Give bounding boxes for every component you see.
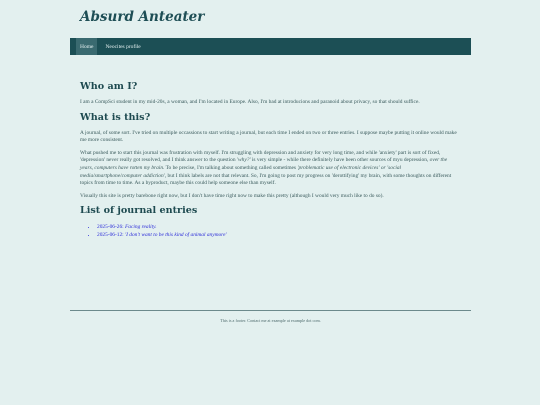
journal-entries-list <box>80 223 460 239</box>
nav-home-link[interactable]: Home <box>76 38 97 55</box>
list-item <box>97 231 460 239</box>
footer-text: This is a footer. Contact me at example at example dot com. <box>220 318 321 323</box>
list-item <box>97 223 460 231</box>
what-heading: What is this? <box>80 111 151 123</box>
what-paragraph-1: A journal, of some sort. I've tried on multiple occassions to start writing a journal, but each time I ended on two or three entries. I suppose maybe putting it online would make me more consistent. <box>80 129 457 144</box>
top-nav <box>70 38 471 55</box>
journal-entry-link[interactable]: 2025-06-26: Facing reality. <box>97 224 157 231</box>
site-title: Absurd Anteater <box>80 9 205 25</box>
who-text: I am a CompSci student in my mid-20s, a woman, and I'm located in Europe. Also, I'm bad at introducions and paranoid about privacy, so that should suffice. <box>80 99 420 105</box>
what-paragraph-2: What pushed me to start this journal was frustration with myself. I'm struggling with depression and anxiety for very long time, and while 'anxiety' part is sort of fixed, 'depression' never really got resolved, and I think answer to the question 'why?' is very simple - while there definitely have been other sources of myu depression, over the years, computers have rotten my brain. To be precise, I'm talking about something called sometimes 'problematic use of electronic devices' or 'social media/smartphone/computer addiction', but I think labels are not that relevant. So, I'm going to post my progress on 'derottifying' my brain, with some thoughts on different topics from time to time. As a byproduct, maybe this could help someone else than myself. <box>80 149 452 187</box>
who-heading: Who am I? <box>80 81 138 92</box>
journal-entry-link[interactable]: 2025-06-12: 'I don't want to be this kind of animal anymore' <box>97 232 227 239</box>
footer-divider <box>70 310 471 311</box>
what-paragraph-3: Visually this site is pretty barebone right now, but I don't have time right now to make this pretty (although I would very much like to do so). <box>80 192 384 199</box>
main-content <box>80 78 460 239</box>
entries-heading: List of journal entries <box>80 205 198 217</box>
nav-neocities-profile-link[interactable]: Neocites profile <box>105 43 141 50</box>
